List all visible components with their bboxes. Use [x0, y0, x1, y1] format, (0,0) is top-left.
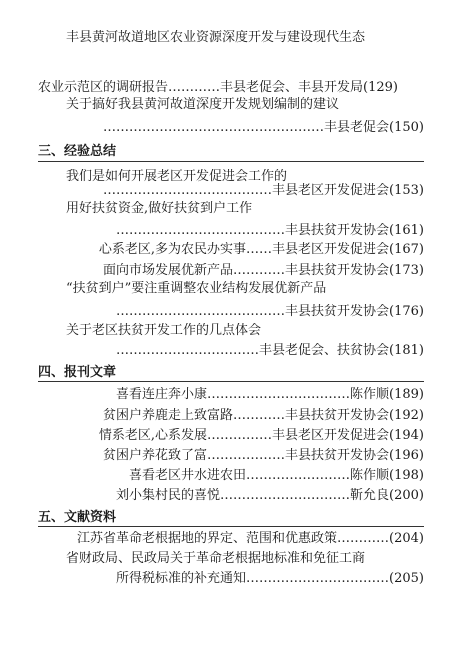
toc-entry-title: 关于搞好我县黄河故道深度开发规划编制的建议	[66, 97, 340, 112]
toc-entry: 江苏省革命老根据地的界定、范围和优惠政策…………(204)	[77, 531, 424, 546]
section-heading: 四、报刊文章	[38, 365, 117, 380]
toc-entry: 喜看连庄奔小康……………………………陈作顺(189)	[116, 387, 424, 402]
section-rule	[38, 381, 424, 382]
toc-entry: 情系老区,心系发展……………丰县老区开发促进会(194)	[98, 428, 424, 443]
toc-entry-leader: …………………………………丰县老区开发促进会(153)	[103, 183, 424, 198]
toc-entry: 贫困户养花致了富………………丰县扶贫开发协会(196)	[103, 448, 424, 463]
toc-entry-leader: 所得税标准的补充通知……………………………(205)	[116, 571, 424, 586]
toc-entry: 心系老区,多为农民办实事……丰县老区开发促进会(167)	[98, 242, 424, 257]
toc-entry-title: 丰县黄河故道地区农业资源深度开发与建设现代生态	[66, 30, 366, 45]
toc-entry-title: “扶贫到户”要注重调整农业结构发展优新产品	[66, 281, 327, 296]
toc-entry-leader: …………………………………丰县扶贫开发协会(176)	[116, 304, 424, 319]
toc-entry-leader: ……………………………………………丰县老促会(150)	[103, 120, 424, 135]
toc-entry: 刘小集村民的喜悦…………………………靳允良(200)	[116, 488, 424, 503]
toc-entry-leader: ……………………………丰县老促会、扶贫协会(181)	[116, 343, 424, 358]
toc-entry-leader: …………………………………丰县扶贫开发协会(161)	[116, 223, 424, 238]
toc-entry: 贫困户养鹿走上致富路…………丰县扶贫开发协会(192)	[103, 408, 424, 423]
section-rule	[38, 526, 424, 527]
toc-entry-title: 用好扶贫资金,做好扶贫到户工作	[66, 201, 253, 216]
toc-entry-title: 省财政局、民政局关于革命老根据地标准和免征工商	[66, 551, 366, 566]
section-heading: 三、经验总结	[38, 144, 117, 159]
toc-entry-title: 我们是如何开展老区开发促进会工作的	[66, 169, 288, 184]
toc-entry: 喜看老区井水进农田……………………陈作顺(198)	[129, 468, 424, 483]
section-rule	[38, 161, 424, 162]
toc-entry-title: 关于老区扶贫开发工作的几点体会	[66, 323, 262, 338]
section-heading: 五、文献资料	[38, 510, 117, 525]
toc-entry-continuation: 农业示范区的调研报告…………丰县老促会、丰县开发局(129)	[38, 80, 398, 95]
toc-entry: 面向市场发展优新产品…………丰县扶贫开发协会(173)	[103, 263, 424, 278]
